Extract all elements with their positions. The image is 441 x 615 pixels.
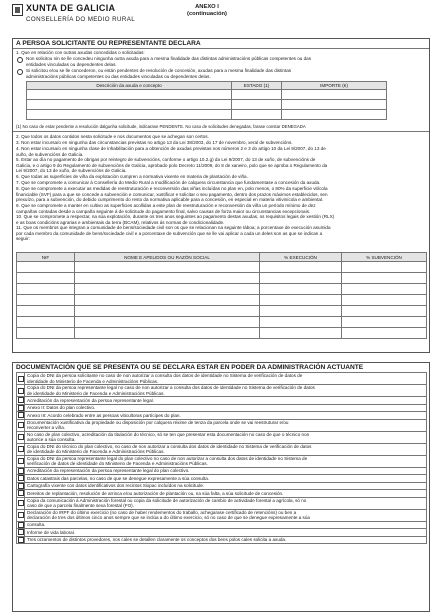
declaration-5c: Lei 9/2007, do 13 de xuño, de subvencións de Galicia. [16, 168, 127, 173]
declaration-6: 6. Que todas as superficies de viña da explotación cumpren a normativa vixente en materia de plantación de viña. [16, 174, 248, 179]
document-checkbox[interactable] [18, 483, 24, 489]
members-row[interactable] [17, 284, 427, 295]
declaration-10b: e as boas condicións agrarias e ambientais da terra (BCAM), relativos ás normas de condicionalidade. [16, 219, 225, 225]
document-item [17, 497, 427, 509]
annex-title: ANEXO I [195, 4, 219, 10]
members-row[interactable] [17, 328, 427, 339]
document-item [17, 373, 427, 385]
members-col-name: NOME E APELIDOS OU RAZÓN SOCIAL [75, 253, 260, 262]
members-col-nif: NIF [17, 253, 75, 262]
document-text-line: Datos catastrais das parcelas, no caso de que se denegue expresamente a súa consulta. [27, 475, 210, 481]
document-item [17, 412, 427, 420]
xunta-logo-icon [12, 4, 23, 16]
aid-col-status: ESTADO (1) [232, 82, 282, 90]
document-checkbox[interactable] [18, 500, 24, 506]
document-checkbox[interactable] [18, 468, 24, 474]
document-checkbox[interactable] [18, 522, 24, 528]
document-text-line: Acreditación da representación da persoa representante legal do plan colectivo. [27, 468, 190, 474]
option-other-aid-line2: administracións públicas competentes ou das entidades vinculadas ou dependentes delas. [26, 73, 211, 79]
members-col-subsidy: % SUBVENCIÓN [342, 253, 427, 262]
document-text-line: Copia do DNI do técnico do plan colectivo, no caso de non autorizar a consulta dos datos de identidade no Sistema de verificación de datos [27, 443, 312, 449]
document-item [17, 455, 427, 467]
document-text-line: Acreditación da representación da persoa representante legal. [27, 397, 154, 403]
annex-label [162, 4, 252, 18]
documents-list [16, 372, 427, 544]
aid-row[interactable] [27, 90, 387, 100]
document-item [17, 509, 427, 521]
declaration-9b: campañas contadas desde a campaña seguinte á de solicitude do pagamento final, salvo causas de forza maior ou circunstancias excepcionais. [16, 208, 311, 214]
document-checkbox[interactable] [18, 512, 24, 518]
members-col-execution: % EXECUCIÓN [260, 253, 342, 262]
document-item [17, 475, 427, 483]
document-text-line: Dereitos de replantación, resolución de arrinca e/ou autorización de plantación ou, na súa falta, a súa solicitude de concesión. [27, 490, 284, 496]
document-checkbox[interactable] [18, 397, 24, 403]
declaration-9a: 9. Que se compromete a manter en cultivo as superficies acollidas a este plan de reestruturación e reconversión da viña un período mínimo de dez [16, 203, 316, 208]
aid-footnote: (1) No caso de estar pendente a resolución dalgunha solicitude, indicarase PENDENTE. No caso de solicitudes denegadas, farase constar DENEGADA [16, 124, 306, 129]
document-text-line: identidade do Ministerio de Facenda e Administracións Públicas. [27, 378, 159, 384]
document-text-line: reconverter a viña. [27, 425, 66, 430]
declaration-8a: 8. Que se compromete a executar as medidas de reestruturación e reconversión das viñas incluídas no plan en, polo menos, o 80% da superficie vitícola [16, 186, 328, 191]
document-text-line: Cartografía vixente cos datos identificativos dos recintos Sixpac incluídos na solicitude. [27, 483, 205, 489]
aid-table [26, 81, 387, 120]
document-item [17, 404, 427, 412]
document-checkbox[interactable] [18, 405, 24, 411]
document-item [17, 490, 427, 498]
document-checkbox[interactable] [18, 376, 24, 382]
document-text-line: Documentación xustificativa da propiedade ou disposición por calquera réxime de tenza da parcela onde se vai reestruturar e/ou [27, 419, 289, 425]
document-text-line: autorice a súa consulta. [27, 437, 76, 442]
document-text-line: de identidade do Ministerio de Facenda e Administracións Públicas. [27, 449, 165, 454]
org-name: XUNTA DE GALICIA [26, 3, 116, 13]
option-other-aid-line1: Si solicitou e/ou se lle concederon, ou están pendentes de resolución de concesión, axudas para a mesma finalidade das distintas [26, 68, 292, 73]
question-1: 1. Que en relación con outras axudas concedidas o solicitadas: [16, 50, 145, 55]
aid-col-amount: IMPORTE (€) [282, 82, 387, 90]
document-text-line: Anexo III: Acordo celebrado entre as persoas viticultoras partícipes do plan. [27, 412, 181, 418]
declaration-4a: 4. Non estar incursa/o en ningunha clase de inhabilitación para a obtención de axudas previstas nos números 2 e 3 do artigo 10 da Lei 9/2007, do 13 de [16, 146, 326, 151]
members-row[interactable] [17, 262, 427, 273]
document-text-line: Tres orzamentos de distintos provedores, nos cales se detallen claramente os conceptos dos bens polos cales solicita a axuda. [27, 537, 287, 543]
declaration-7: 7. Que se compromete a comunicar á Consellería do Medio Rural a modificación de calquera circunstancia que fundamentase a concesión da axuda. [16, 180, 321, 185]
declaration-2: 2. Que todos os datos contidos nesta solicitude e nos documentos que se achegan son certos. [16, 134, 209, 139]
document-text-line: verificación de datos de identidade do Ministerio de Facenda e Administracións Públicas. [27, 461, 208, 466]
declaration-section [12, 38, 430, 353]
document-text-line: consulta. [27, 522, 46, 528]
document-text-line: Copia do DNI da persoa solicitante no caso de non autorizar a consulta dos datos de identidade no Sistema de verificación de datos de [27, 373, 303, 379]
declaration-11c: seguir: [16, 236, 30, 241]
document-checkbox[interactable] [18, 446, 24, 452]
document-text-line: No caso de plan colectivo, acreditación da titulación do técnico, só se ten que presentar esta documentación no caso de que o técnico non [27, 431, 310, 437]
document-item [17, 536, 427, 544]
document-text-line: Informe de vida laboral. [27, 529, 76, 535]
document-item [17, 521, 427, 529]
declaration-5a: 5. Estar ao día no pagamento de obrigas por reintegro de subvencións, conforme o artigo 10.2.g) da Lei 9/2007, do 13 de xuño, de subvencións de [16, 157, 316, 162]
members-row[interactable] [17, 295, 427, 306]
document-item [17, 482, 427, 490]
document-text-line: Anexo II: Datos do plan colectivo. [27, 405, 96, 411]
document-item [17, 397, 427, 405]
document-checkbox[interactable] [18, 490, 24, 496]
members-row[interactable] [17, 273, 427, 284]
document-checkbox[interactable] [18, 475, 24, 481]
aid-row[interactable] [27, 100, 387, 110]
declaration-5b: Galicia, e o artigo 9 do Regulamento de subvencións de Galicia, aprobado polo Decreto 11/2009, do 8 de xaneiro, polo que se aproba o Regulamento da [16, 162, 328, 168]
aid-col-description: Descrición da axuda e concepto [27, 82, 232, 90]
document-text-line: Copia do DNI da persoa representante legal do plan colectivo no caso de non autorizar a consulta dos datos de identidade no Sistema de [27, 455, 308, 461]
aid-row[interactable] [27, 110, 387, 120]
document-item [17, 419, 427, 431]
document-item [17, 467, 427, 475]
document-checkbox[interactable] [18, 412, 24, 418]
document-item [17, 385, 427, 397]
document-text-line: Copia do DNI da persoa representante legal no caso de non autorizar a consulta dos datos de identidade no Sistema de verificación de datos [27, 385, 315, 391]
members-row[interactable] [17, 317, 427, 328]
radio-no-other-aid[interactable] [17, 57, 23, 63]
documentation-section [12, 362, 430, 612]
members-row[interactable] [17, 306, 427, 317]
document-text-line: de identidade do Ministerio de Facenda e Administracións Públicas. [27, 390, 165, 396]
document-text-line: Copia da comunicación á Administración forestal ou copia da solicitude de autorización de cambio de actividade forestal a agrícola, só no [27, 497, 307, 503]
document-item [17, 529, 427, 537]
document-checkbox[interactable] [18, 422, 24, 428]
members-table [16, 252, 427, 339]
document-text-line: caso de que a parcela finalmente sexa forestal (FO). [27, 503, 134, 508]
document-checkbox[interactable] [18, 458, 24, 464]
document-checkbox[interactable] [18, 537, 24, 543]
option-no-aid-line1: Non solicitou nin se lle concedeu ningunha outra axuda para a mesma finalidade das distintas administracións públicas competentes ou das [26, 56, 311, 61]
option-no-aid-line2: entidades vinculadas ou dependentes delas. [26, 61, 117, 67]
document-checkbox[interactable] [18, 434, 24, 440]
department-name: CONSELLERÍA DO MEDIO RURAL [26, 16, 136, 23]
radio-other-aid[interactable] [17, 69, 23, 75]
document-item [17, 431, 427, 443]
declaration-8c: prexuízo, para a subvención, do debido cumprimento do resto da normativa aplicable para a concesión, en especial en materia vitivinícola e ambiental. [16, 197, 324, 202]
declaration-8b: financiable (SVF) para a que se concede a subvención e comunicar, xustificar e solicitar o seu pagamento, dentro dos prazos máximos establecidos, sen [16, 191, 328, 197]
declaration-11a: 11. Que os membros que integran a comunidade de bens/sociedade civil son os que se relacionan na seguinte táboa; a porcentaxe de execución asumida [16, 225, 331, 230]
document-item [17, 443, 427, 455]
declaration-10a: 10. Que se compromete a respectar, na súa explotación, durante os tres anos seguintes ao pagamento destas axudas, os requisitos legais de xestión (RLX) [16, 214, 335, 219]
section-title: DOCUMENTACIÓN QUE SE PRESENTA OU SE DECLARA ESTAR EN PODER DA ADMINISTRACIÓN ACTUANTE [16, 364, 364, 371]
document-text-line: declaración de tres dos últimos cinco anos sempre que se inclúa a do último exercicio, só no caso de que se denegue expresamente a súa [27, 515, 310, 520]
document-checkbox[interactable] [18, 388, 24, 394]
document-text-line: Declaración do IRPF do último exercicio (no caso de haber rendementos do traballo, achegarase certificado de retencións) ou ben a [27, 509, 297, 515]
declaration-3: 3. Non estar incursa/o en ningunha das circunstancias previstas no artigo 13 da Lei 38/2003, do 17 de novembro, xeral de subvencións. [16, 140, 293, 145]
form-header [12, 2, 432, 30]
declaration-11b: por cada membro da comunidade de bens/sociedade civil e a porcentaxe de subvención que se lle vai aplicar a cada un deles son as que se indican a [16, 230, 323, 236]
declaration-4b: xuño, de subvencións de Galicia. [16, 151, 84, 157]
document-checkbox[interactable] [18, 529, 24, 535]
section-title: A PERSOA SOLICITANTE OU REPRESENTANTE DECLARA [16, 40, 201, 47]
annex-subtitle: (continuación) [187, 11, 227, 17]
